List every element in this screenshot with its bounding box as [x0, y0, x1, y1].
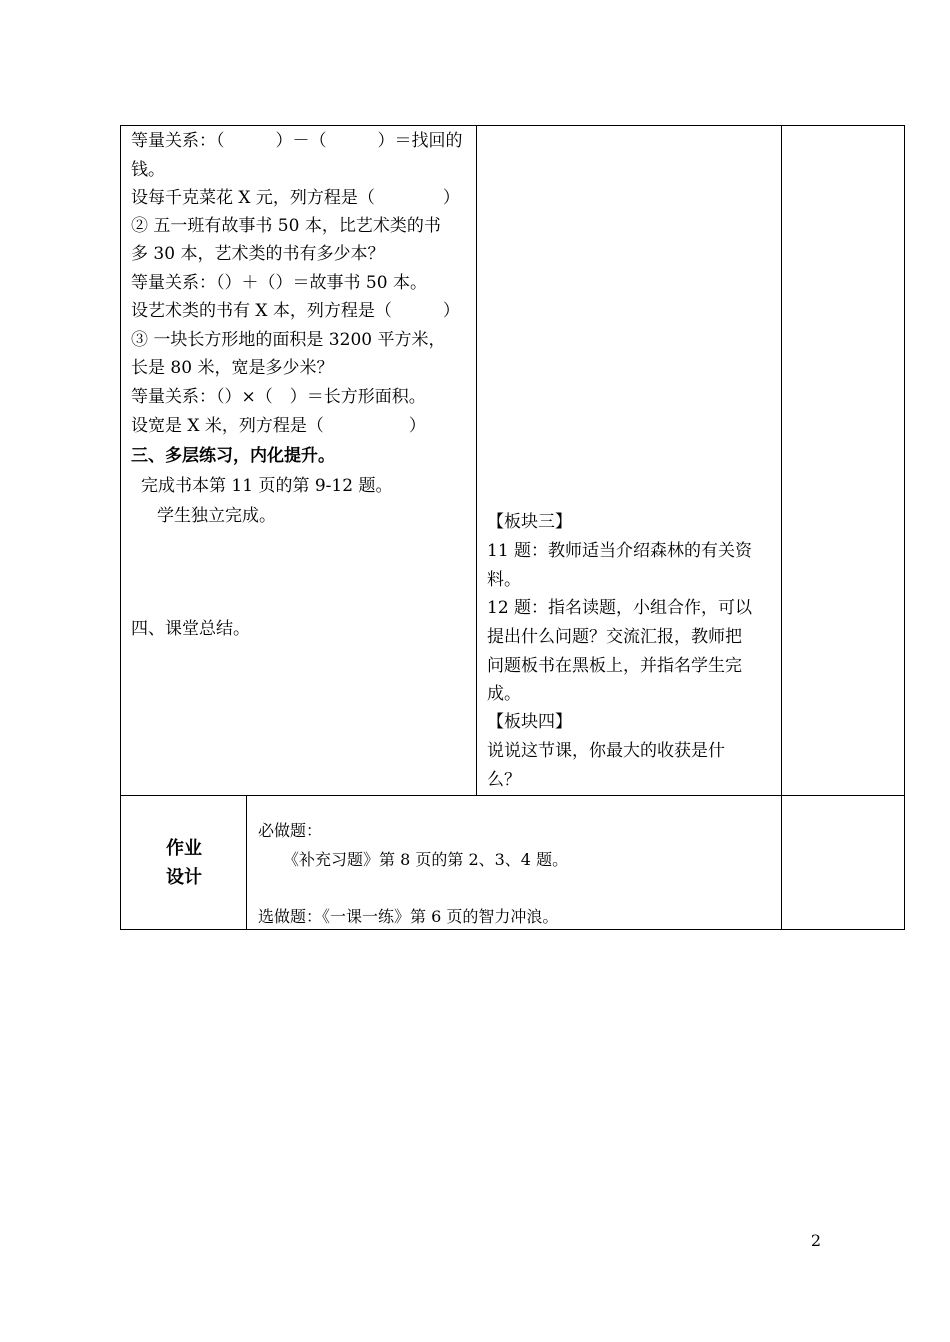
left-line: 等量关系：（）×（ ）＝长方形面积。	[131, 387, 426, 407]
section4-title: 四、课堂总结。	[131, 619, 250, 639]
left-line: 多 30 本，艺术类的书有多少本？	[131, 244, 385, 264]
table-right-border	[904, 125, 905, 930]
left-line: 设宽是 X 米，列方程是（ ）	[131, 416, 426, 436]
row-divider	[120, 795, 905, 796]
middle-line: 11 题：教师适当介绍森林的有关资	[487, 541, 753, 561]
homework-label-line1: 作业	[166, 838, 202, 859]
left-line: 等量关系：（ ）－（ ）＝找回的	[131, 131, 463, 151]
homework-label-line2: 设计	[166, 867, 202, 888]
left-line: 设每千克菜花 X 元，列方程是（ ）	[131, 188, 460, 208]
column-divider-1	[476, 125, 477, 796]
left-line: ② 五一班有故事书 50 本，比艺术类的书	[131, 216, 441, 236]
middle-line: 提出什么问题？交流汇报，教师把	[487, 627, 742, 647]
column-divider-2	[781, 125, 782, 930]
page-number: 2	[810, 1231, 822, 1250]
middle-line: 【板块四】	[487, 712, 572, 732]
left-line: ③ 一块长方形地的面积是 3200 平方米，	[131, 330, 446, 350]
middle-line: 【板块三】	[487, 512, 572, 532]
section3-line2: 学生独立完成。	[157, 506, 276, 526]
homework-required-title: 必做题：	[258, 821, 323, 840]
homework-label-divider	[246, 795, 247, 930]
homework-required-content: 《补充习题》第 8 页的第 2、3、4 题。	[283, 850, 569, 869]
middle-line: 问题板书在黑板上，并指名学生完	[487, 656, 742, 676]
section3-line1: 完成书本第 11 页的第 9-12 题。	[141, 476, 393, 496]
table-top-border	[120, 125, 905, 126]
section3-title: 三、多层练习，内化提升。	[131, 446, 335, 466]
middle-line: 么？	[487, 770, 521, 790]
table-left-border	[120, 125, 121, 930]
left-line: 钱。	[131, 160, 165, 180]
middle-line: 成。	[487, 684, 521, 704]
homework-optional: 选做题：《一课一练》第 6 页的智力冲浪。	[258, 907, 559, 926]
middle-line: 说说这节课，你最大的收获是什	[487, 741, 725, 761]
middle-line: 12 题：指名读题，小组合作，可以	[487, 598, 753, 618]
left-line: 设艺术类的书有 X 本，列方程是（ ）	[131, 301, 460, 321]
left-line: 等量关系：（）＋（）＝故事书 50 本。	[131, 273, 427, 293]
middle-line: 料。	[487, 570, 521, 590]
left-line: 长是 80 米，宽是多少米？	[131, 358, 334, 378]
